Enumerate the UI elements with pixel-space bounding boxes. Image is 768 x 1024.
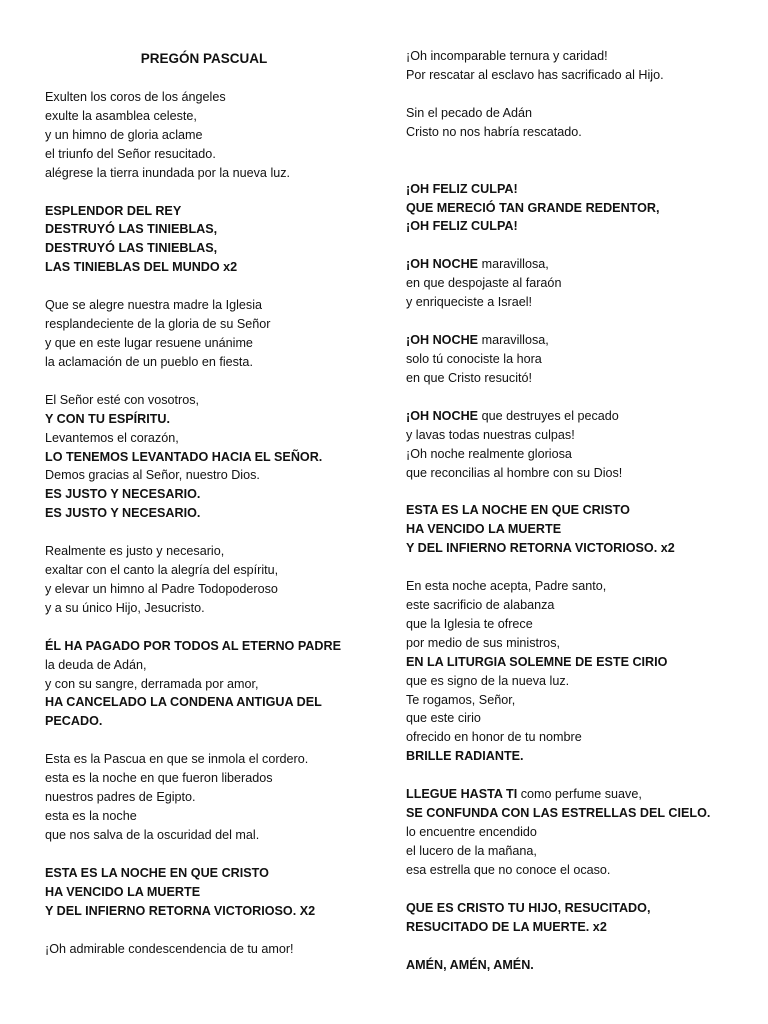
text-line (45, 599, 370, 618)
text-segment: que la Iglesia te ofrece (406, 616, 533, 631)
text-line (406, 709, 746, 728)
text-segment: maravillosa, (478, 333, 549, 348)
left-stanzas (45, 88, 370, 958)
text-line (406, 407, 746, 426)
text-line (45, 883, 370, 902)
text-line (45, 164, 370, 183)
stanza (406, 180, 746, 237)
text-line (45, 126, 370, 145)
bold-text: DESTRUYÓ LAS TINIEBLAS, (45, 241, 218, 256)
text-segment: el lucero de la mañana, (406, 843, 537, 858)
text-segment: resplandeciente de la gloria de su Señor (45, 317, 271, 332)
text-segment: ofrecido en honor de tu nombre (406, 730, 582, 745)
bold-text: ESPLENDOR DEL REY (45, 203, 182, 218)
text-line (406, 596, 746, 615)
text-line (45, 637, 370, 656)
text-line (406, 804, 746, 823)
text-segment: nuestros padres de Egipto. (45, 790, 196, 805)
text-line (45, 656, 370, 675)
text-segment: Por rescatar al esclavo has sacrificado al Hijo. (406, 67, 664, 82)
text-line (406, 691, 746, 710)
text-segment: Que se alegre nuestra madre la Iglesia (45, 298, 263, 313)
bold-text: ¡OH FELIZ CULPA! (406, 181, 518, 196)
text-line (45, 353, 370, 372)
bold-text: ES JUSTO Y NECESARIO. (45, 487, 201, 502)
text-segment: lo encuentre encendido (406, 825, 537, 839)
bold-text: BRILLE RADIANTE. (406, 749, 524, 764)
bold-text: HA VENCIDO LA MUERTE (406, 522, 562, 537)
bold-text: DESTRUYÓ LAS TINIEBLAS, (45, 222, 218, 237)
bold-text: EN LA LITURGIA SOLEMNE DE ESTE CIRIO (406, 654, 668, 669)
text-line (406, 728, 746, 747)
text-line (406, 842, 746, 861)
text-line (406, 672, 746, 691)
text-line (406, 350, 746, 369)
text-segment: En esta noche acepta, Padre santo, (406, 579, 607, 594)
text-line (406, 445, 746, 464)
text-line (406, 785, 746, 804)
right-column (406, 0, 746, 993)
text-line (406, 861, 746, 880)
bold-text: SE CONFUNDA CON LAS ESTRELLAS DEL CIELO. (406, 806, 711, 821)
text-line (406, 426, 746, 445)
bold-text: ESTA ES LA NOCHE EN QUE CRISTO (406, 503, 630, 518)
text-segment: por medio de sus ministros, (406, 635, 560, 650)
stanza (406, 501, 746, 558)
text-line (45, 88, 370, 107)
text-line (406, 634, 746, 653)
text-line (45, 940, 370, 959)
bold-text: ¡OH FELIZ CULPA! (406, 219, 518, 234)
text-line (45, 466, 370, 485)
text-line (406, 501, 746, 520)
text-segment: la aclamación de un pueblo en fiesta. (45, 354, 253, 369)
text-line (45, 675, 370, 694)
text-segment: esta es la noche (45, 809, 137, 823)
text-line (406, 47, 746, 66)
text-line (45, 391, 370, 410)
bold-text: ÉL HA PAGADO POR TODOS AL ETERNO PADRE (45, 638, 341, 653)
bold-text: QUE MERECIÓ TAN GRANDE REDENTOR, (406, 200, 660, 215)
text-segment: maravillosa, (478, 257, 549, 272)
stanza (406, 255, 746, 312)
text-segment: solo tú conociste la hora (406, 351, 542, 366)
text-line (45, 448, 370, 467)
text-segment: el triunfo del Señor resucitado. (45, 146, 216, 161)
bold-text: HA CANCELADO LA CONDENA ANTIGUA DEL (45, 695, 322, 710)
text-segment: Levantemos el corazón, (45, 430, 179, 445)
text-line (406, 918, 746, 937)
bold-text: Y DEL INFIERNO RETORNA VICTORIOSO. X2 (45, 903, 316, 918)
stanza (406, 899, 746, 937)
text-line (406, 747, 746, 766)
text-line (406, 274, 746, 293)
bold-text: LLEGUE HASTA TI (406, 787, 518, 802)
text-segment: alégrese la tierra inundada por la nueva luz. (45, 165, 291, 180)
stanza (45, 750, 370, 845)
bold-text: ESTA ES LA NOCHE EN QUE CRISTO (45, 865, 269, 880)
text-line (45, 485, 370, 504)
text-line (45, 258, 370, 277)
text-segment: esa estrella que no conoce el ocaso. (406, 862, 611, 877)
bold-text: QUE ES CRISTO TU HIJO, RESUCITADO, (406, 900, 651, 915)
text-line (45, 220, 370, 239)
stanza (406, 956, 746, 975)
text-line (406, 217, 746, 236)
right-stanzas (406, 47, 746, 974)
text-line (45, 788, 370, 807)
text-segment: exaltar con el canto la alegría del espíritu, (45, 563, 279, 578)
stanza (45, 88, 370, 183)
text-segment: Sin el pecado de Adán (406, 105, 533, 120)
text-segment: la deuda de Adán, (45, 657, 147, 672)
text-line (406, 899, 746, 918)
text-segment: ¡Oh incomparable ternura y caridad! (406, 49, 608, 63)
text-segment: exulte la asamblea celeste, (45, 108, 197, 123)
text-line (406, 293, 746, 312)
text-line (406, 956, 746, 975)
text-line (406, 66, 746, 85)
text-line (45, 145, 370, 164)
bold-text: Y CON TU ESPÍRITU. (45, 411, 171, 426)
text-line (406, 255, 746, 274)
text-line (45, 712, 370, 731)
stanza (45, 296, 370, 372)
text-line (406, 653, 746, 672)
text-line (406, 464, 746, 483)
text-segment: Demos gracias al Señor, nuestro Dios. (45, 468, 260, 483)
bold-text: HA VENCIDO LA MUERTE (45, 884, 201, 899)
text-line (45, 239, 370, 258)
text-segment: y con su sangre, derramada por amor, (45, 676, 259, 691)
text-segment: y enriqueciste a Israel! (406, 295, 532, 310)
text-line (406, 199, 746, 218)
text-line (406, 520, 746, 539)
text-segment: en que Cristo resucitó! (406, 370, 532, 385)
bold-text: PECADO. (45, 714, 103, 729)
text-segment: Esta es la Pascua en que se inmola el cordero. (45, 752, 309, 767)
text-line (45, 542, 370, 561)
text-segment: que destruyes el pecado (478, 408, 619, 423)
text-line (45, 202, 370, 221)
text-segment: ¡Oh admirable condescendencia de tu amor! (45, 941, 294, 956)
text-segment: Cristo no nos habría rescatado. (406, 124, 582, 139)
bold-text: Y DEL INFIERNO RETORNA VICTORIOSO. x2 (406, 541, 675, 556)
text-line (406, 823, 746, 842)
left-column (45, 0, 370, 977)
bold-text: LO TENEMOS LEVANTADO HACIA EL SEÑOR. (45, 449, 323, 464)
text-segment: que reconcilias al hombre con su Dios! (406, 465, 623, 480)
text-segment: ¡Oh noche realmente gloriosa (406, 446, 572, 461)
text-line (45, 429, 370, 448)
text-line (45, 750, 370, 769)
text-line (45, 315, 370, 334)
stanza (45, 864, 370, 921)
text-segment: esta es la noche en que fueron liberados (45, 771, 273, 786)
text-segment: como perfume suave, (517, 787, 642, 802)
text-line (45, 693, 370, 712)
stanza (406, 407, 746, 483)
text-line (406, 539, 746, 558)
bold-text: ¡OH NOCHE (406, 257, 479, 272)
text-line (406, 331, 746, 350)
text-segment: El Señor esté con vosotros, (45, 392, 200, 407)
text-segment: y lavas todas nuestras culpas! (406, 427, 575, 442)
text-segment: Realmente es justo y necesario, (45, 544, 225, 559)
text-segment: que nos salva de la oscuridad del mal. (45, 827, 260, 842)
bold-text: ¡OH NOCHE (406, 333, 479, 348)
bold-text: ¡OH NOCHE (406, 408, 479, 423)
bold-text: LAS TINIEBLAS DEL MUNDO x2 (45, 260, 238, 275)
stanza (406, 577, 746, 766)
text-line (45, 561, 370, 580)
text-segment: y a su único Hijo, Jesucristo. (45, 600, 205, 615)
text-line (45, 410, 370, 429)
stanza (406, 47, 746, 85)
text-line (406, 577, 746, 596)
text-line (406, 369, 746, 388)
text-segment: Te rogamos, Señor, (406, 692, 516, 707)
page-title: PREGÓN PASCUAL (140, 51, 268, 66)
text-line (45, 296, 370, 315)
text-segment: en que despojaste al faraón (406, 276, 562, 291)
bold-text: RESUCITADO DE LA MUERTE. x2 (406, 919, 607, 934)
stanza (406, 785, 746, 880)
text-line (45, 334, 370, 353)
text-segment: que este cirio (406, 711, 481, 726)
stanza (45, 542, 370, 618)
text-line (45, 807, 370, 826)
text-segment: y elevar un himno al Padre Todopoderoso (45, 581, 278, 596)
text-line (45, 107, 370, 126)
text-segment: y que en este lugar resuene unánime (45, 335, 253, 350)
bold-text: AMÉN, AMÉN, AMÉN. (406, 957, 534, 972)
text-line (45, 864, 370, 883)
text-segment: que es signo de la nueva luz. (406, 673, 570, 688)
text-segment: y un himno de gloria aclame (45, 127, 203, 142)
text-line (406, 123, 746, 142)
stanza (45, 637, 370, 732)
text-line (45, 580, 370, 599)
text-line (45, 826, 370, 845)
stanza (45, 202, 370, 278)
bold-text: ES JUSTO Y NECESARIO. (45, 506, 201, 521)
text-line (406, 180, 746, 199)
text-line (406, 615, 746, 634)
stanza (45, 940, 370, 959)
stanza (45, 391, 370, 523)
text-segment: este sacrificio de alabanza (406, 598, 555, 613)
text-line (406, 104, 746, 123)
text-line (45, 902, 370, 921)
text-line (45, 769, 370, 788)
stanza (406, 104, 746, 142)
text-segment: Exulten los coros de los ángeles (45, 90, 226, 104)
text-line (45, 504, 370, 523)
stanza (406, 331, 746, 388)
